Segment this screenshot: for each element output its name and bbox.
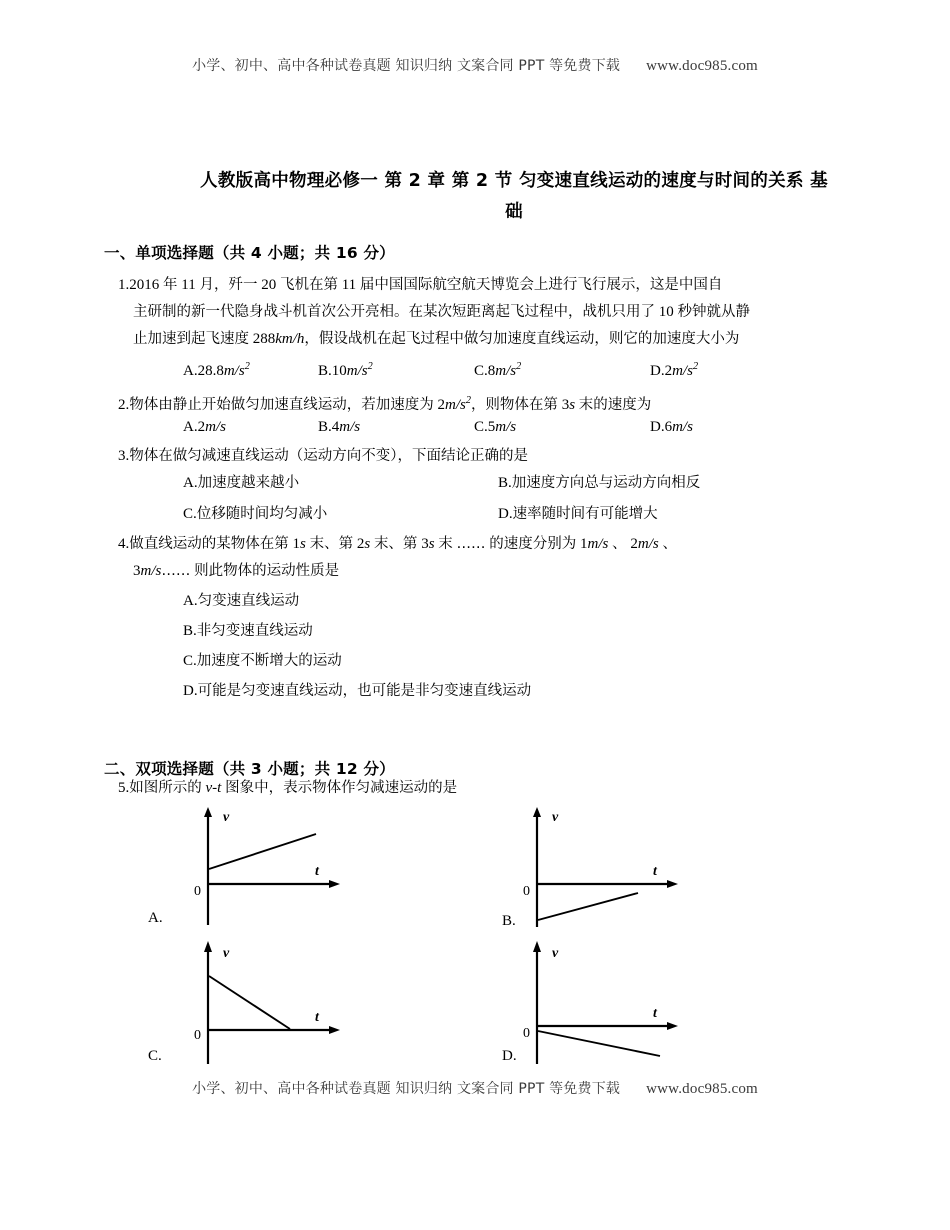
graph-a-letter: A.: [148, 910, 163, 926]
q1-cn-5: 秒钟就从静: [677, 304, 750, 320]
graph-c-t-arrowhead: [329, 1026, 340, 1034]
q5-cn-1: 如图所示的: [129, 780, 202, 796]
question-1: [118, 272, 850, 353]
graph-a-v-arrowhead: [204, 807, 212, 817]
question-1-option-a[interactable]: $A.28.8m/s^2$: [183, 361, 250, 379]
q1-cn-4: 主研制的新一代隐身战斗机首次公开亮相。在某次短距离起飞过程中，战机只用了: [133, 304, 655, 320]
question-1-option-c[interactable]: $C.8m/s^2$: [474, 361, 522, 379]
page-title-line-2: 础: [505, 202, 523, 222]
question-3-options: [118, 470, 850, 528]
footer-watermark-text: 小学、初中、高中各种试卷真题 知识归纳 文案合同 PPT 等免费下载: [192, 1081, 621, 1097]
question-5-graphs: [0, 800, 950, 1080]
question-3-option-d[interactable]: D.速率随时间有可能增大: [498, 506, 658, 522]
question-5: [118, 775, 850, 802]
footer-watermark: [0, 1078, 950, 1098]
graph-d-letter: D.: [502, 1048, 517, 1064]
q1-year: 2016: [129, 277, 160, 293]
q1-speed-unit: km/h: [275, 331, 305, 347]
question-1-option-b[interactable]: $B.10m/s^2$: [318, 361, 373, 379]
question-2-option-b[interactable]: B.4m/s: [318, 419, 361, 435]
graph-b-line: [538, 893, 638, 920]
header-watermark: [0, 55, 950, 75]
graph-d-origin-label: 0: [523, 1026, 530, 1041]
question-1-number: 1.: [118, 277, 130, 293]
graph-d-t-label: t: [653, 1006, 657, 1021]
q1-cn-3: 届中国国际航空航天博览会上进行飞行展示，这是中国自: [359, 277, 723, 293]
q2-time-unit: s: [569, 397, 576, 413]
question-4-text-line-2: 3m/s…… 则此物体的运动性质是: [133, 563, 340, 579]
question-4-option-a[interactable]: A.匀变速直线运动: [183, 593, 300, 609]
section-heading-double-choice: 二、双项选择题（共 3 小题；共 12 分）: [104, 760, 395, 778]
graph-c-v-label: v: [223, 946, 230, 961]
question-4-text: 4.做直线运动的某物体在第 1s 末、第 2s 末、第 3s 末 …… 的速度分别为 1m/s 、 2m/s 、 3m/s…… 则此物体的运动性质是: [118, 531, 850, 585]
question-3-number: 3.: [118, 448, 130, 464]
q3-cn-1: 物体在做匀减速直线运动（运动方向不变），下面结论正确的是: [129, 448, 528, 464]
page-title: [178, 166, 850, 228]
q5-sym-t: t: [217, 780, 222, 796]
question-5-number: 5.: [118, 780, 130, 796]
graph-c-svg: [190, 938, 365, 1068]
question-4-option-c[interactable]: C.加速度不断增大的运动: [183, 653, 342, 669]
question-5-text: 5.如图所示的 v-t 图象中，表示物体作匀减速运动的是: [118, 780, 458, 796]
question-2-option-a[interactable]: A.2m/s: [183, 419, 226, 435]
header-watermark-text: 小学、初中、高中各种试卷真题 知识归纳 文案合同 PPT 等免费下载: [192, 58, 621, 74]
question-3-option-row-1: [118, 470, 850, 497]
graph-c-v-arrowhead: [204, 941, 212, 952]
graph-b-letter: B.: [502, 913, 516, 929]
question-4-option-d[interactable]: D.可能是匀变速直线运动，也可能是非匀变速直线运动: [183, 683, 532, 699]
graph-c-line: [209, 976, 290, 1029]
graph-option-d: [502, 938, 687, 1068]
q2-time-value: 3: [561, 397, 570, 413]
graph-b-origin-label: 0: [523, 884, 530, 899]
graph-b-v-arrowhead: [533, 807, 541, 817]
header-watermark-url: www.doc985.com: [646, 58, 758, 74]
graph-option-a: [148, 805, 365, 930]
q2-accel-unit: m/s: [445, 397, 466, 413]
graph-option-b: [502, 805, 687, 930]
q1-speed-value: 288: [252, 331, 276, 347]
question-4-options: [183, 586, 531, 706]
question-3: [118, 443, 850, 470]
q5-cn-2: 图象中，表示物体作匀减速运动的是: [225, 780, 458, 796]
question-3-option-row-2: [118, 501, 850, 528]
q2-accel-value: 2: [437, 397, 445, 413]
q1-edition: 11: [341, 277, 357, 293]
graph-a-v-label: v: [223, 810, 230, 825]
graph-b-svg: [502, 805, 687, 930]
graph-c-origin-label: 0: [194, 1028, 201, 1043]
graph-d-v-label: v: [552, 946, 559, 961]
q4-cn-1: 做直线运动的某物体在第: [129, 536, 289, 552]
graph-a-svg: [190, 805, 365, 930]
q1-seconds: 10: [658, 304, 674, 320]
graph-a-t-arrowhead: [329, 880, 340, 888]
q1-month: 11: [181, 277, 196, 293]
page-title-line-1: 人教版高中物理必修一 第 2 章 第 2 节 匀变速直线运动的速度与时间的关系 基: [200, 171, 828, 191]
graph-c-letter: C.: [148, 1048, 162, 1064]
footer-watermark-url: www.doc985.com: [646, 1081, 758, 1097]
graph-a-line: [209, 834, 316, 869]
question-4-option-b[interactable]: B.非匀变速直线运动: [183, 623, 313, 639]
q2-cn-1: 物体由静止开始做匀加速直线运动，若加速度为: [129, 397, 434, 413]
section-heading-single-choice: 一、单项选择题（共 4 小题；共 16 分）: [104, 244, 395, 262]
graph-d-line: [538, 1031, 660, 1056]
graph-d-v-arrowhead: [533, 941, 541, 952]
question-4-number: 4.: [118, 536, 130, 552]
question-3-option-b[interactable]: B.加速度方向总与运动方向相反: [498, 475, 701, 491]
graph-d-svg: [502, 938, 687, 1068]
graph-option-c: [148, 938, 365, 1068]
q1-cn-6: 止加速到起飞速度: [133, 331, 249, 347]
graph-b-v-label: v: [552, 810, 559, 825]
question-3-text: [118, 443, 850, 470]
q1-cn-2: 飞机在第: [279, 277, 338, 293]
q1-cn-7: ，假设战机在起飞过程中做匀加速度直线运动，则它的加速度大小为: [304, 331, 740, 347]
question-1-text-line-3: [118, 326, 850, 353]
question-2-option-c[interactable]: C.5m/s: [474, 419, 517, 435]
question-2-option-d[interactable]: D.6m/s: [650, 419, 693, 435]
question-2-text: 2.物体由静止开始做匀加速直线运动，若加速度为 $2m/s^2$，则物体在第 3s 末的速度为: [118, 395, 652, 413]
q5-sym-v: v: [205, 780, 213, 796]
graph-c-t-label: t: [315, 1010, 319, 1025]
q1-jet-number: 20: [261, 277, 277, 293]
question-2-number: 2.: [118, 397, 130, 413]
q1-cn-1: 月，歼一: [199, 277, 258, 293]
question-1-text-line-2: [118, 299, 850, 326]
question-1-option-d[interactable]: $D.2m/s^2$: [650, 361, 699, 379]
question-2-options: [118, 414, 850, 441]
graph-a-origin-label: 0: [194, 884, 201, 899]
q2-cn-2: ，则物体在第: [470, 397, 558, 413]
question-1-option-row: [118, 353, 850, 380]
question-3-option-a[interactable]: A.加速度越来越小: [183, 475, 300, 491]
question-1-options: [118, 353, 850, 380]
q1-cn-year: 年: [163, 277, 178, 293]
q2-cn-3: 末的速度为: [578, 397, 652, 413]
graph-d-t-arrowhead: [667, 1022, 678, 1030]
graph-b-t-arrowhead: [667, 880, 678, 888]
graph-a-t-label: t: [315, 864, 319, 879]
question-2-option-row: [118, 414, 850, 441]
question-1-text: [118, 272, 850, 353]
graph-b-t-label: t: [653, 864, 657, 879]
question-3-option-c[interactable]: C.位移随时间均匀减小: [183, 506, 328, 522]
question-4: [118, 531, 850, 585]
